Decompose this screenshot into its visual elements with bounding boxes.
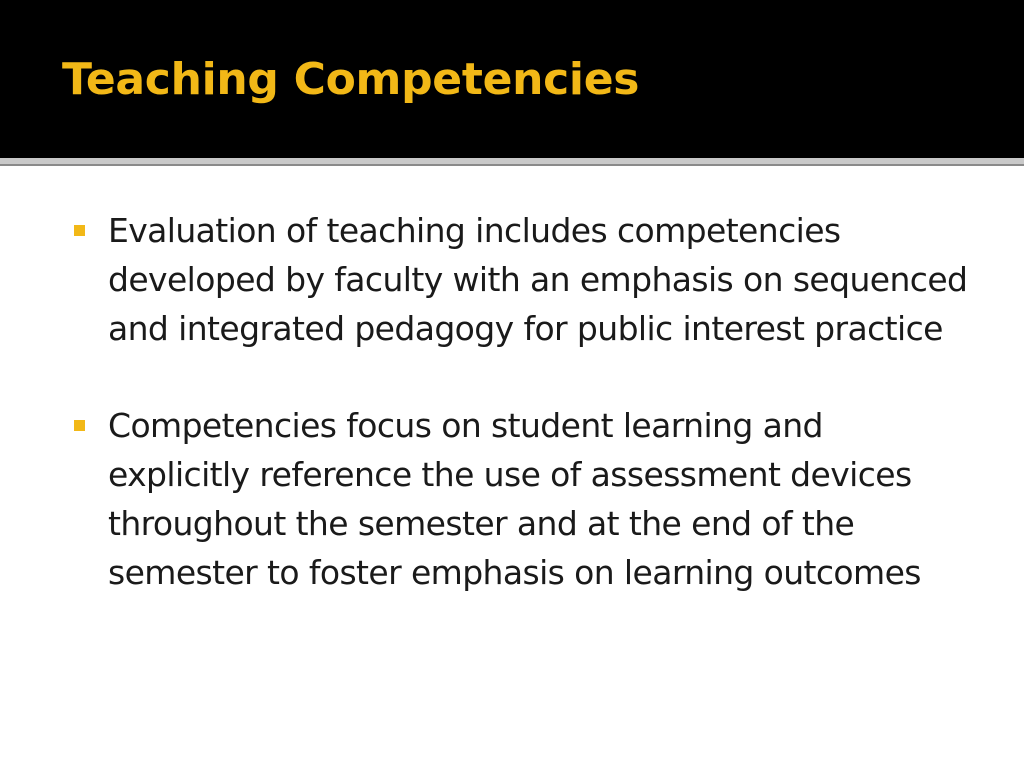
title-bar [0, 0, 1024, 158]
bullet-list [74, 206, 974, 645]
square-bullet-icon [74, 225, 85, 236]
title-divider-dark [0, 164, 1024, 166]
slide-title: Teaching Competencies [62, 54, 640, 105]
bullet-item [74, 206, 974, 353]
bullet-text: Competencies focus on student learning and explicitly reference the use of assessment devices throughout the semester and at the end of the semester to foster emphasis on learning outcomes [108, 406, 921, 592]
bullet-text: Evaluation of teaching includes competencies developed by faculty with an emphasis on sequenced and integrated pedagogy for public interest practice [108, 211, 968, 348]
bullet-item [74, 401, 974, 597]
square-bullet-icon [74, 420, 85, 431]
